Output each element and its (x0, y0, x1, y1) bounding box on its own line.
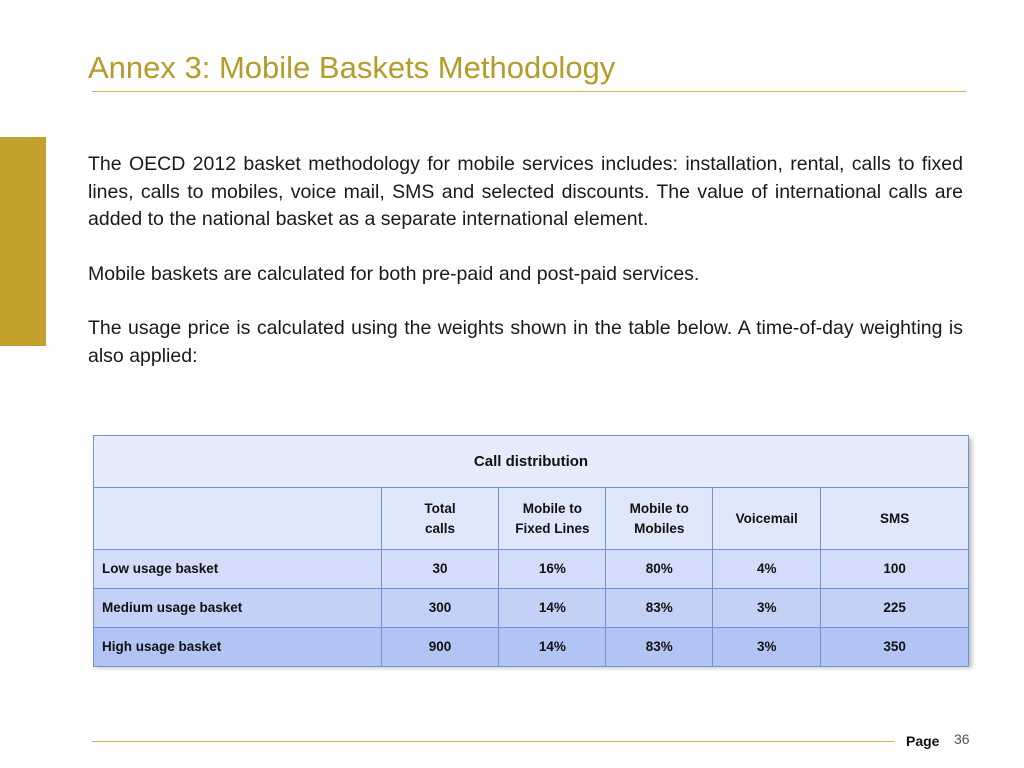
page-title: Annex 3: Mobile Baskets Methodology (88, 50, 616, 85)
table-column-header-row (94, 488, 969, 550)
column-header-mobile-to-mobile (606, 488, 713, 550)
footer-divider (92, 741, 894, 742)
table-cell: 30 (381, 550, 499, 589)
table-group-header-row (94, 436, 969, 488)
table-cell: 350 (821, 628, 969, 667)
paragraph-methodology: The OECD 2012 basket methodology for mobile services includes: installation, rental, calls to fixed lines, calls to mobiles, voice mail, SMS and selected discounts. The value of international calls are added to the national basket as a separate international element. (88, 153, 963, 230)
row-label: Medium usage basket (94, 589, 382, 628)
row-label: High usage basket (94, 628, 382, 667)
column-header-line: calls (425, 520, 456, 536)
table-cell: 225 (821, 589, 969, 628)
column-header-line: Mobiles (634, 520, 685, 536)
table-cell: 3% (713, 589, 821, 628)
empty-header-cell (94, 488, 382, 550)
call-distribution-table (93, 435, 969, 665)
column-header-line: Mobile to (629, 500, 689, 516)
column-header-line: Fixed Lines (515, 520, 590, 536)
table-cell: 16% (499, 550, 606, 589)
table-cell: 14% (499, 589, 606, 628)
table-cell: 80% (606, 550, 713, 589)
column-header-sms: SMS (821, 488, 969, 550)
table-row (94, 589, 969, 628)
table-cell: 100 (821, 550, 969, 589)
title-divider (92, 91, 966, 92)
table-cell: 83% (606, 589, 713, 628)
page-label: Page (906, 733, 940, 749)
page-number: 36 (954, 731, 970, 747)
column-header-line: Total (424, 500, 456, 516)
column-header-line: Mobile to (522, 500, 582, 516)
column-header-voicemail: Voicemail (713, 488, 821, 550)
column-header-mobile-to-fixed (499, 488, 606, 550)
table-row (94, 628, 969, 667)
row-label: Low usage basket (94, 550, 382, 589)
accent-bar (0, 137, 46, 346)
column-header-total-calls (381, 488, 499, 550)
table-cell: 4% (713, 550, 821, 589)
paragraph-prepaid-postpaid: Mobile baskets are calculated for both pre-paid and post-paid services. (88, 262, 700, 285)
paragraph-usage-price: The usage price is calculated using the weights shown in the table below. A time-of-day weighting is also applied: (88, 317, 963, 367)
table-cell: 3% (713, 628, 821, 667)
table-row (94, 550, 969, 589)
body-text (88, 151, 963, 397)
table-cell: 900 (381, 628, 499, 667)
group-header: Call distribution (94, 436, 969, 488)
table-cell: 83% (606, 628, 713, 667)
table-cell: 14% (499, 628, 606, 667)
table-cell: 300 (381, 589, 499, 628)
